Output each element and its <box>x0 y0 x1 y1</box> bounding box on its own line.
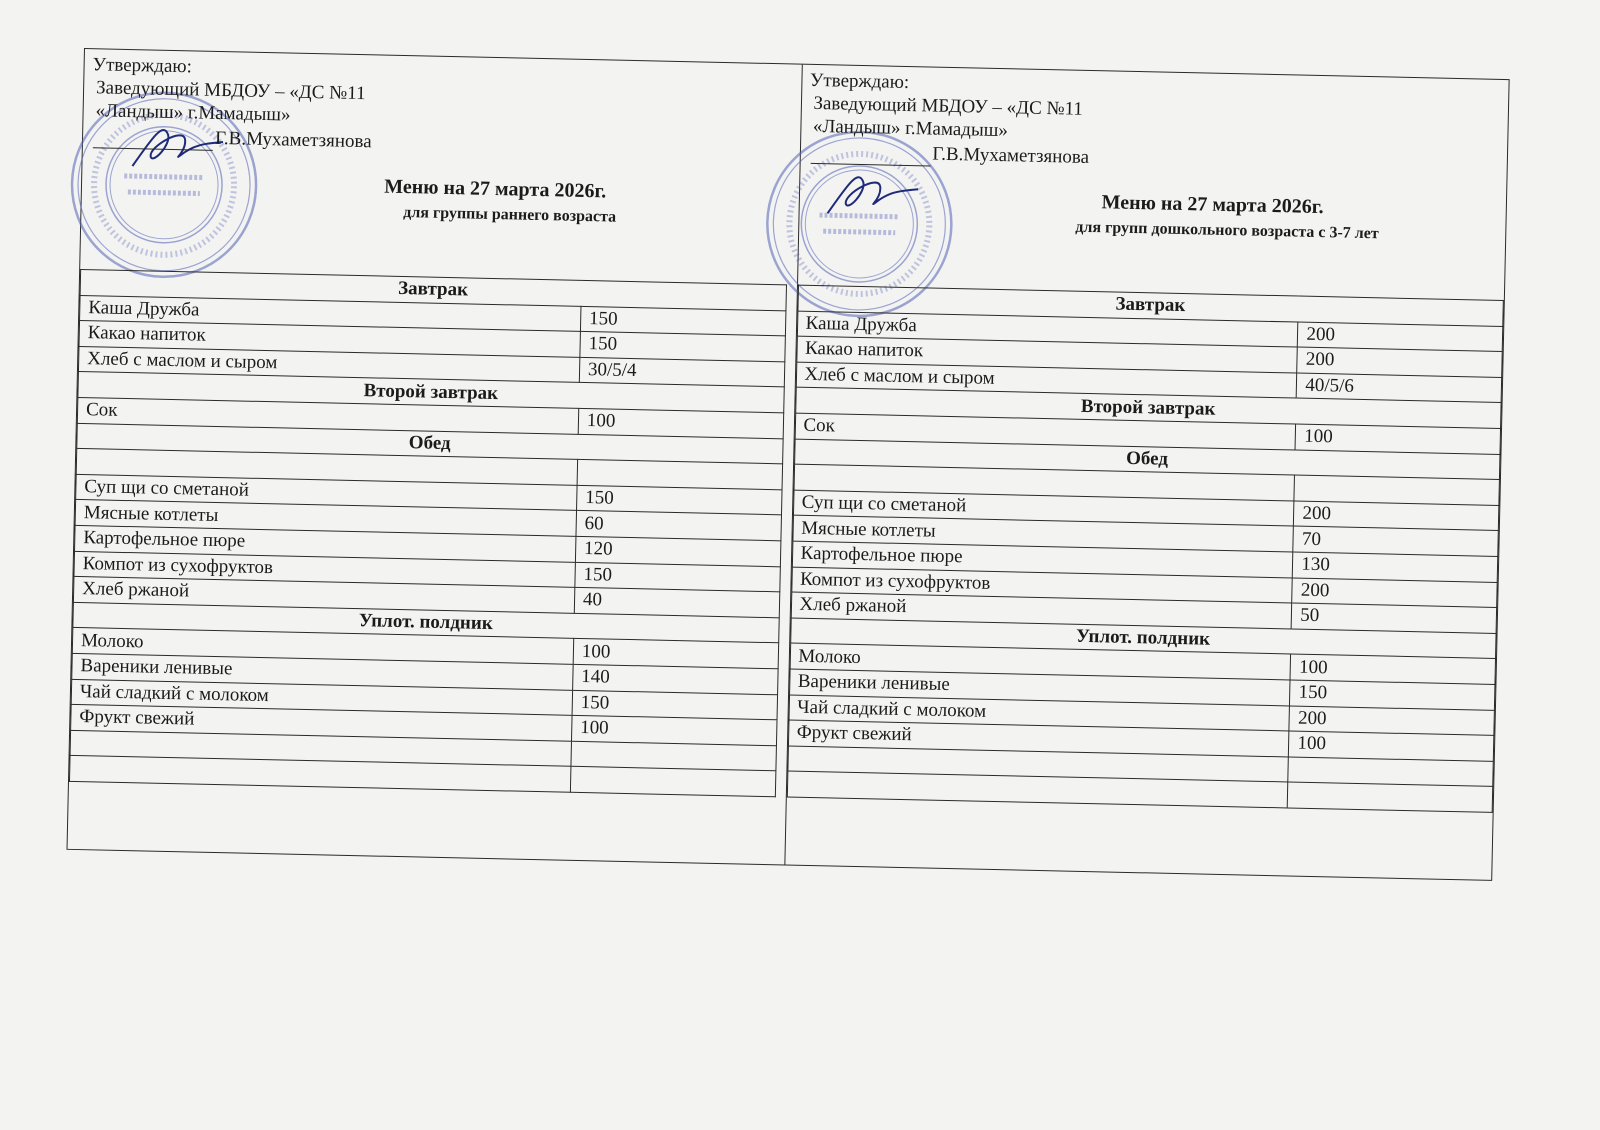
dish-name: Вареники ленивые <box>789 669 1290 706</box>
menu-subtitle: для группы раннего возраста <box>403 204 617 226</box>
section-title: Второй завтрак <box>795 387 1501 428</box>
portion-value <box>1288 782 1493 812</box>
org-line: «Ландыш» г.Мамадыш» <box>95 100 291 126</box>
dish-name: Каша Дружба <box>80 295 581 332</box>
portion-value: 100 <box>578 408 783 438</box>
approval-header <box>798 65 1509 300</box>
portion-value: 130 <box>1293 552 1498 582</box>
dish-name: Каша Дружба <box>797 311 1298 348</box>
approve-label: Утверждаю: <box>92 54 193 78</box>
portion-value: 150 <box>580 306 785 336</box>
section-title: Уплот. полдник <box>790 618 1496 659</box>
dish-name: Картофельное пюре <box>792 541 1293 578</box>
head-line: Заведующий МБДОУ – «ДС №11 <box>813 92 1084 120</box>
portion-value: 150 <box>575 562 780 592</box>
menu-early-age <box>68 49 792 864</box>
approve-label: Утверждаю: <box>809 69 910 94</box>
portion-value: 140 <box>573 664 778 694</box>
portion-value: 150 <box>572 690 777 720</box>
head-line: Заведующий МБДОУ – «ДС №11 <box>95 77 366 105</box>
dish-name: Хлеб с маслом и сыром <box>78 346 579 383</box>
section-title: Завтрак <box>80 269 786 310</box>
dish-name: Картофельное пюре <box>75 525 576 562</box>
portion-value: 50 <box>1292 603 1497 633</box>
section-title: Обед <box>77 423 783 464</box>
portion-value: 70 <box>1293 526 1498 556</box>
dish-name: Чай сладкий с молоком <box>71 679 572 716</box>
approval-header <box>80 49 791 284</box>
portion-value: 200 <box>1294 501 1499 531</box>
dish-name: Вареники ленивые <box>72 653 573 690</box>
section-title: Уплот. полдник <box>73 602 779 643</box>
dish-name: Чай сладкий с молоком <box>789 695 1290 732</box>
head-name: Г.В.Мухаметзянова <box>214 127 372 153</box>
portion-value: 100 <box>1295 424 1500 454</box>
dish-name: Мясные котлеты <box>75 500 576 537</box>
portion-value: 150 <box>580 332 785 362</box>
section-title: Второй завтрак <box>78 372 784 413</box>
dish-name: Хлеб с маслом и сыром <box>796 362 1297 399</box>
portion-value: 150 <box>576 485 781 515</box>
dish-name: Сок <box>795 413 1296 450</box>
portion-value: 30/5/4 <box>579 357 784 387</box>
head-name: Г.В.Мухаметзянова <box>932 143 1090 168</box>
portion-value: 150 <box>1290 680 1495 710</box>
portion-value <box>570 767 775 797</box>
portion-value: 40/5/6 <box>1297 373 1502 403</box>
dish-name: Какао напиток <box>796 336 1297 373</box>
dish-name: Какао напиток <box>79 321 580 358</box>
portion-value: 100 <box>571 715 776 745</box>
menu-table <box>69 269 787 797</box>
menu-table <box>786 285 1504 813</box>
menu-document <box>67 48 1510 881</box>
menu-title: Меню на 27 марта 2026г. <box>1101 191 1324 219</box>
dish-name: Фрукт свежий <box>71 704 572 741</box>
portion-value: 100 <box>573 639 778 669</box>
section-title: Обед <box>794 439 1500 480</box>
dish-name: Хлеб ржаной <box>73 577 574 614</box>
menu-subtitle: для групп дошкольного возраста с 3-7 лет <box>1075 218 1379 243</box>
section-title: Завтрак <box>797 285 1503 326</box>
menu-preschool-age <box>784 65 1509 880</box>
org-line: «Ландыш» г.Мамадыш» <box>812 115 1009 142</box>
portion-value: 120 <box>575 536 780 566</box>
dish-name: Компот из сухофруктов <box>791 567 1292 604</box>
portion-value: 40 <box>574 587 779 617</box>
portion-value: 100 <box>1290 654 1495 684</box>
dish-name: Мясные котлеты <box>792 515 1293 552</box>
portion-value: 200 <box>1297 347 1502 377</box>
dish-name: Молоко <box>790 643 1291 680</box>
portion-value: 200 <box>1292 578 1497 608</box>
dish-name: Компот из сухофруктов <box>74 551 575 588</box>
dish-name: Суп щи со сметаной <box>76 474 577 511</box>
menu-title: Меню на 27 марта 2026г. <box>384 175 607 203</box>
portion-value: 200 <box>1289 705 1494 735</box>
portion-value: 100 <box>1289 731 1494 761</box>
portion-value: 200 <box>1298 322 1503 352</box>
dish-name: Фрукт свежий <box>788 720 1289 757</box>
dish-name: Сок <box>77 397 578 434</box>
dish-name: Молоко <box>72 628 573 665</box>
dish-name: Суп щи со сметаной <box>793 490 1294 527</box>
dish-name: Хлеб ржаной <box>791 592 1292 629</box>
portion-value: 60 <box>576 511 781 541</box>
